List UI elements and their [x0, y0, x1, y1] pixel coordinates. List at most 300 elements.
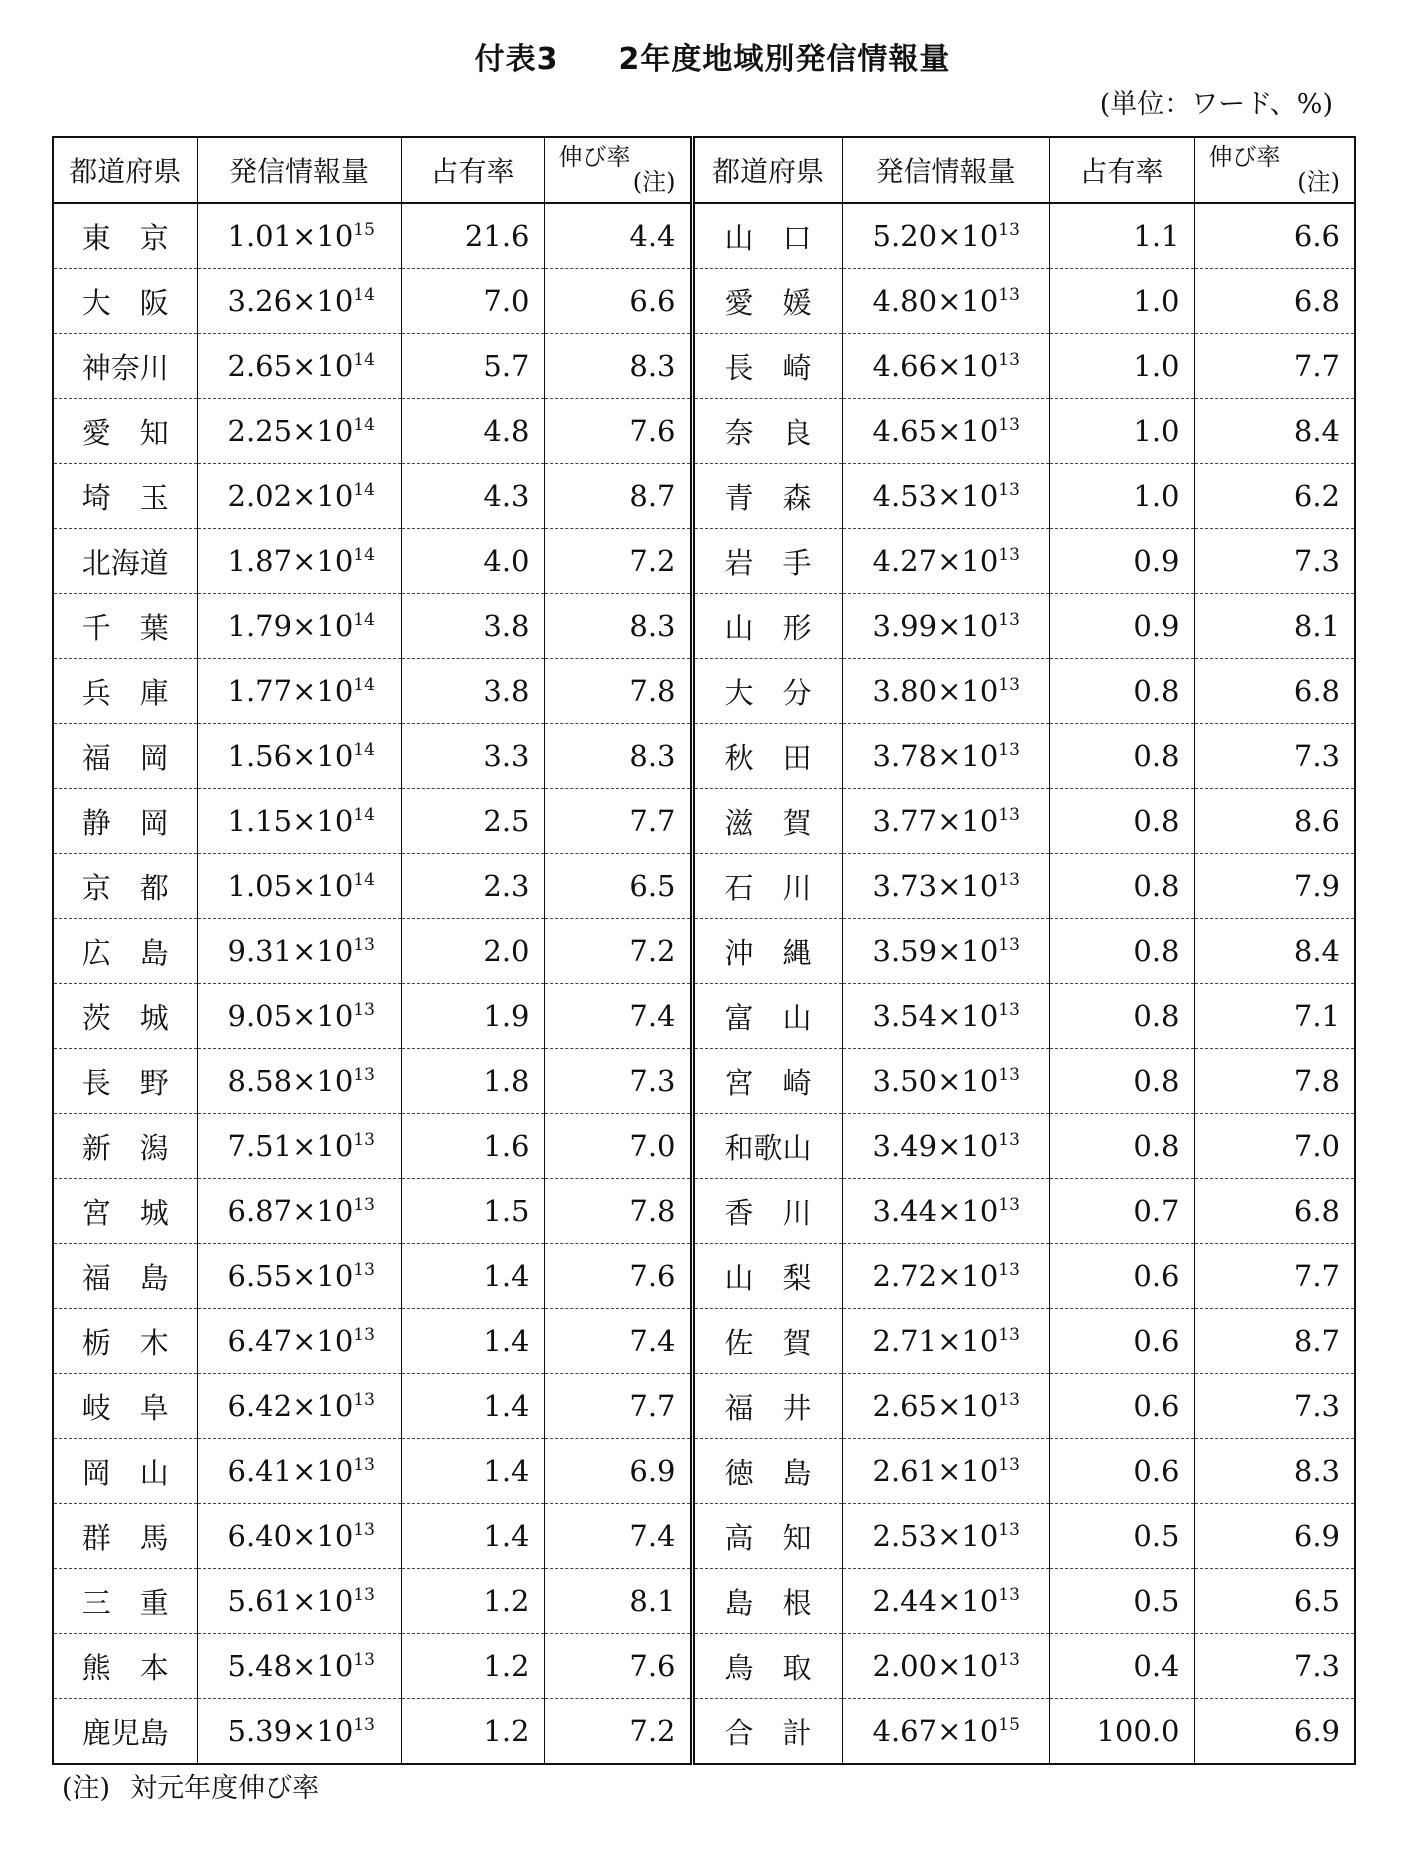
volume-cell: [197, 1634, 401, 1699]
table-row: [53, 659, 1355, 724]
volume-base: ×10: [292, 1649, 354, 1683]
volume-exponent: 14: [353, 805, 375, 825]
table-row: [53, 334, 1355, 399]
volume-exponent: 13: [353, 1065, 375, 1085]
volume-exponent: 13: [998, 935, 1020, 955]
volume-mantissa: 1.56: [227, 739, 293, 773]
growth-cell: 7.0: [544, 1114, 692, 1179]
growth-cell: 8.4: [1194, 919, 1355, 984]
table-label: 付表3: [474, 42, 559, 77]
volume-exponent: 14: [353, 350, 375, 370]
share-cell: 0.9: [1049, 594, 1194, 659]
volume-exponent: 13: [998, 1130, 1020, 1150]
volume-base: ×10: [292, 479, 354, 513]
volume-cell: [842, 464, 1049, 529]
volume-mantissa: 3.78: [872, 739, 938, 773]
growth-cell: 7.9: [1194, 854, 1355, 919]
prefecture-cell: 茨 城: [53, 984, 197, 1049]
volume-exponent: 13: [353, 1520, 375, 1540]
growth-cell: 6.6: [1194, 203, 1355, 269]
share-cell: 2.0: [401, 919, 544, 984]
prefecture-cell: 滋 賀: [692, 789, 842, 854]
volume-mantissa: 1.87: [227, 544, 293, 578]
prefecture-cell: 山 形: [692, 594, 842, 659]
volume-exponent: 13: [353, 1130, 375, 1150]
volume-mantissa: 7.51: [227, 1129, 293, 1163]
table-row: [53, 1049, 1355, 1114]
prefecture-cell: 岐 阜: [53, 1374, 197, 1439]
share-cell: 1.0: [1049, 399, 1194, 464]
share-cell: 100.0: [1049, 1699, 1194, 1765]
prefecture-cell: 佐 賀: [692, 1309, 842, 1374]
volume-base: ×10: [937, 1324, 999, 1358]
prefecture-cell: 京 都: [53, 854, 197, 919]
volume-cell: [197, 854, 401, 919]
prefecture-cell: 三 重: [53, 1569, 197, 1634]
prefecture-cell: 宮 城: [53, 1179, 197, 1244]
volume-cell: [197, 203, 401, 269]
volume-cell: [842, 1699, 1049, 1765]
volume-cell: [842, 789, 1049, 854]
prefecture-cell: 千 葉: [53, 594, 197, 659]
growth-cell: 7.4: [544, 1504, 692, 1569]
volume-exponent: 13: [998, 220, 1020, 240]
volume-cell: [842, 854, 1049, 919]
footnote-text: 対元年度伸び率: [130, 1773, 320, 1804]
share-cell: 0.8: [1049, 724, 1194, 789]
volume-cell: [842, 1439, 1049, 1504]
volume-cell: [197, 1179, 401, 1244]
prefecture-cell: 大 阪: [53, 269, 197, 334]
volume-mantissa: 1.15: [227, 804, 293, 838]
volume-exponent: 14: [353, 545, 375, 565]
prefecture-cell: 徳 島: [692, 1439, 842, 1504]
share-cell: 0.9: [1049, 529, 1194, 594]
volume-cell: [842, 1179, 1049, 1244]
volume-cell: [197, 724, 401, 789]
volume-mantissa: 2.25: [227, 414, 293, 448]
volume-mantissa: 1.77: [227, 674, 293, 708]
volume-mantissa: 1.79: [227, 609, 293, 643]
volume-exponent: 13: [998, 1520, 1020, 1540]
header-growth: 伸び率 (注): [544, 137, 692, 203]
growth-cell: 7.3: [1194, 1374, 1355, 1439]
table-row: [53, 1244, 1355, 1309]
growth-cell: 7.6: [544, 1634, 692, 1699]
prefecture-cell: 福 井: [692, 1374, 842, 1439]
volume-exponent: 13: [998, 1260, 1020, 1280]
prefecture-cell: 北海道: [53, 529, 197, 594]
volume-mantissa: 3.54: [872, 999, 938, 1033]
volume-mantissa: 2.53: [872, 1519, 938, 1553]
volume-cell: [842, 1309, 1049, 1374]
share-cell: 3.3: [401, 724, 544, 789]
growth-cell: 6.9: [1194, 1504, 1355, 1569]
growth-cell: 7.7: [544, 789, 692, 854]
volume-cell: [842, 1504, 1049, 1569]
volume-mantissa: 3.80: [872, 674, 938, 708]
prefecture-cell: 東 京: [53, 203, 197, 269]
table-row: [53, 1504, 1355, 1569]
volume-mantissa: 3.77: [872, 804, 938, 838]
volume-base: ×10: [292, 1584, 354, 1618]
growth-cell: 8.3: [544, 334, 692, 399]
share-cell: 1.2: [401, 1699, 544, 1765]
share-cell: 1.4: [401, 1504, 544, 1569]
volume-mantissa: 3.44: [872, 1194, 938, 1228]
share-cell: 2.3: [401, 854, 544, 919]
share-cell: 0.8: [1049, 1049, 1194, 1114]
prefecture-cell: 高 知: [692, 1504, 842, 1569]
volume-base: ×10: [292, 1064, 354, 1098]
volume-cell: [842, 724, 1049, 789]
table-row: [53, 1699, 1355, 1765]
volume-cell: [842, 1634, 1049, 1699]
footnote-mark: (注): [62, 1773, 111, 1804]
volume-cell: [842, 984, 1049, 1049]
volume-mantissa: 5.20: [872, 219, 938, 253]
volume-cell: [842, 1049, 1049, 1114]
share-cell: 3.8: [401, 659, 544, 724]
volume-mantissa: 2.65: [227, 349, 293, 383]
volume-mantissa: 9.31: [227, 934, 293, 968]
share-cell: 0.5: [1049, 1569, 1194, 1634]
table-row: [53, 854, 1355, 919]
prefecture-cell: 岡 山: [53, 1439, 197, 1504]
volume-exponent: 13: [998, 480, 1020, 500]
volume-mantissa: 4.27: [872, 544, 938, 578]
volume-cell: [197, 399, 401, 464]
prefecture-cell: 秋 田: [692, 724, 842, 789]
growth-cell: 7.7: [544, 1374, 692, 1439]
volume-base: ×10: [292, 1324, 354, 1358]
volume-exponent: 13: [353, 1455, 375, 1475]
table-row: [53, 1114, 1355, 1179]
volume-cell: [842, 203, 1049, 269]
volume-mantissa: 2.65: [872, 1389, 938, 1423]
growth-cell: 7.8: [1194, 1049, 1355, 1114]
volume-cell: [842, 269, 1049, 334]
share-cell: 1.8: [401, 1049, 544, 1114]
volume-base: ×10: [937, 219, 999, 253]
volume-mantissa: 2.00: [872, 1649, 938, 1683]
prefecture-cell: 長 野: [53, 1049, 197, 1114]
volume-base: ×10: [937, 934, 999, 968]
growth-cell: 6.9: [544, 1439, 692, 1504]
volume-mantissa: 4.65: [872, 414, 938, 448]
table-row: [53, 399, 1355, 464]
volume-exponent: 13: [353, 1000, 375, 1020]
volume-base: ×10: [937, 349, 999, 383]
volume-base: ×10: [937, 479, 999, 513]
growth-cell: 8.3: [544, 724, 692, 789]
volume-exponent: 13: [998, 1650, 1020, 1670]
volume-exponent: 13: [998, 415, 1020, 435]
volume-mantissa: 4.67: [872, 1714, 938, 1748]
volume-base: ×10: [292, 544, 354, 578]
volume-exponent: 13: [998, 1195, 1020, 1215]
header-growth: 伸び率 (注): [1194, 137, 1355, 203]
volume-exponent: 13: [998, 1065, 1020, 1085]
volume-exponent: 13: [353, 1390, 375, 1410]
volume-cell: [197, 594, 401, 659]
growth-cell: 6.8: [1194, 269, 1355, 334]
volume-exponent: 13: [353, 1650, 375, 1670]
prefecture-cell: 青 森: [692, 464, 842, 529]
growth-cell: 7.1: [1194, 984, 1355, 1049]
volume-exponent: 13: [998, 1390, 1020, 1410]
volume-base: ×10: [292, 414, 354, 448]
volume-base: ×10: [937, 1064, 999, 1098]
volume-base: ×10: [937, 1389, 999, 1423]
volume-exponent: 13: [353, 1325, 375, 1345]
volume-exponent: 13: [998, 1000, 1020, 1020]
volume-exponent: 13: [353, 935, 375, 955]
table-row: [53, 1634, 1355, 1699]
share-cell: 1.2: [401, 1569, 544, 1634]
header-volume: 発信情報量: [842, 137, 1049, 203]
volume-mantissa: 5.48: [227, 1649, 293, 1683]
volume-exponent: 13: [998, 805, 1020, 825]
volume-cell: [197, 529, 401, 594]
volume-cell: [197, 984, 401, 1049]
unit-note: (単位：ワード、%): [1099, 89, 1333, 120]
volume-cell: [197, 269, 401, 334]
volume-mantissa: 3.99: [872, 609, 938, 643]
volume-base: ×10: [292, 999, 354, 1033]
volume-mantissa: 6.40: [227, 1519, 293, 1553]
volume-base: ×10: [292, 1194, 354, 1228]
growth-cell: 8.1: [544, 1569, 692, 1634]
growth-cell: 7.4: [544, 1309, 692, 1374]
volume-exponent: 14: [353, 285, 375, 305]
table-row: [53, 919, 1355, 984]
prefecture-cell: 静 岡: [53, 789, 197, 854]
prefecture-cell: 沖 縄: [692, 919, 842, 984]
volume-mantissa: 5.39: [227, 1714, 293, 1748]
table-title: 2年度地域別発信情報量: [618, 42, 951, 77]
volume-cell: [842, 659, 1049, 724]
volume-base: ×10: [292, 869, 354, 903]
volume-mantissa: 3.50: [872, 1064, 938, 1098]
volume-cell: [197, 464, 401, 529]
volume-base: ×10: [937, 804, 999, 838]
share-cell: 0.8: [1049, 659, 1194, 724]
volume-mantissa: 9.05: [227, 999, 293, 1033]
growth-cell: 8.4: [1194, 399, 1355, 464]
share-cell: 0.6: [1049, 1439, 1194, 1504]
growth-cell: 7.2: [544, 1699, 692, 1765]
table-row: [53, 203, 1355, 269]
table-row: [53, 529, 1355, 594]
volume-base: ×10: [937, 1129, 999, 1163]
share-cell: 0.6: [1049, 1374, 1194, 1439]
volume-cell: [197, 659, 401, 724]
prefecture-cell: 福 岡: [53, 724, 197, 789]
prefecture-cell: 広 島: [53, 919, 197, 984]
header-prefecture: 都道府県: [692, 137, 842, 203]
prefecture-cell: 福 島: [53, 1244, 197, 1309]
growth-cell: 7.4: [544, 984, 692, 1049]
volume-cell: [197, 919, 401, 984]
volume-mantissa: 6.47: [227, 1324, 293, 1358]
volume-mantissa: 1.01: [227, 219, 293, 253]
prefecture-cell: 栃 木: [53, 1309, 197, 1374]
prefecture-cell: 埼 玉: [53, 464, 197, 529]
footnote: [62, 1766, 319, 1805]
share-cell: 1.4: [401, 1374, 544, 1439]
growth-cell: 8.6: [1194, 789, 1355, 854]
share-cell: 1.1: [1049, 203, 1194, 269]
share-cell: 7.0: [401, 269, 544, 334]
prefecture-cell: 鹿児島: [53, 1699, 197, 1765]
volume-mantissa: 6.41: [227, 1454, 293, 1488]
volume-exponent: 14: [353, 870, 375, 890]
volume-base: ×10: [937, 414, 999, 448]
share-cell: 0.5: [1049, 1504, 1194, 1569]
header-volume: 発信情報量: [197, 137, 401, 203]
volume-exponent: 13: [998, 740, 1020, 760]
volume-exponent: 13: [998, 285, 1020, 305]
volume-cell: [197, 334, 401, 399]
volume-base: ×10: [292, 1129, 354, 1163]
volume-exponent: 13: [998, 1585, 1020, 1605]
volume-base: ×10: [937, 674, 999, 708]
share-cell: 4.8: [401, 399, 544, 464]
volume-base: ×10: [292, 1714, 354, 1748]
table-row: [53, 1309, 1355, 1374]
volume-cell: [197, 1569, 401, 1634]
growth-cell: 8.3: [544, 594, 692, 659]
prefecture-cell: 兵 庫: [53, 659, 197, 724]
volume-base: ×10: [937, 609, 999, 643]
growth-cell: 7.3: [1194, 724, 1355, 789]
volume-cell: [842, 919, 1049, 984]
volume-base: ×10: [292, 284, 354, 318]
table-row: [53, 789, 1355, 854]
volume-cell: [197, 1049, 401, 1114]
share-cell: 1.4: [401, 1439, 544, 1504]
growth-cell: 7.3: [1194, 1634, 1355, 1699]
volume-mantissa: 4.53: [872, 479, 938, 513]
growth-cell: 7.7: [1194, 1244, 1355, 1309]
volume-exponent: 13: [353, 1715, 375, 1735]
volume-cell: [842, 1569, 1049, 1634]
prefecture-cell: 山 梨: [692, 1244, 842, 1309]
volume-base: ×10: [292, 609, 354, 643]
table-row: [53, 1439, 1355, 1504]
volume-base: ×10: [292, 934, 354, 968]
prefecture-cell: 奈 良: [692, 399, 842, 464]
growth-cell: 6.6: [544, 269, 692, 334]
prefecture-cell: 島 根: [692, 1569, 842, 1634]
volume-cell: [842, 334, 1049, 399]
growth-cell: 7.3: [1194, 529, 1355, 594]
volume-exponent: 14: [353, 675, 375, 695]
volume-base: ×10: [937, 544, 999, 578]
share-cell: 3.8: [401, 594, 544, 659]
volume-exponent: 13: [998, 610, 1020, 630]
prefecture-cell: 大 分: [692, 659, 842, 724]
volume-cell: [842, 399, 1049, 464]
share-cell: 1.4: [401, 1244, 544, 1309]
share-cell: 0.6: [1049, 1309, 1194, 1374]
growth-cell: 7.8: [544, 1179, 692, 1244]
volume-mantissa: 6.55: [227, 1259, 293, 1293]
table-row: [53, 724, 1355, 789]
volume-exponent: 13: [998, 1455, 1020, 1475]
volume-cell: [842, 1244, 1049, 1309]
volume-mantissa: 2.72: [872, 1259, 938, 1293]
volume-exponent: 14: [353, 610, 375, 630]
growth-cell: 6.8: [1194, 1179, 1355, 1244]
growth-cell: 7.0: [1194, 1114, 1355, 1179]
growth-cell: 6.5: [1194, 1569, 1355, 1634]
share-cell: 1.4: [401, 1309, 544, 1374]
regional-info-table: [52, 136, 1356, 1765]
share-cell: 1.5: [401, 1179, 544, 1244]
growth-cell: 7.6: [544, 399, 692, 464]
prefecture-cell: 富 山: [692, 984, 842, 1049]
volume-exponent: 14: [353, 415, 375, 435]
growth-cell: 4.4: [544, 203, 692, 269]
table-row: [53, 464, 1355, 529]
share-cell: 1.9: [401, 984, 544, 1049]
volume-base: ×10: [292, 804, 354, 838]
share-cell: 4.3: [401, 464, 544, 529]
prefecture-cell: 新 潟: [53, 1114, 197, 1179]
volume-exponent: 14: [353, 480, 375, 500]
volume-mantissa: 2.02: [227, 479, 293, 513]
share-cell: 0.8: [1049, 1114, 1194, 1179]
volume-mantissa: 8.58: [227, 1064, 293, 1098]
prefecture-cell: 香 川: [692, 1179, 842, 1244]
volume-base: ×10: [937, 869, 999, 903]
volume-exponent: 13: [998, 350, 1020, 370]
prefecture-cell: 鳥 取: [692, 1634, 842, 1699]
share-cell: 2.5: [401, 789, 544, 854]
growth-cell: 8.7: [544, 464, 692, 529]
prefecture-cell: 石 川: [692, 854, 842, 919]
volume-base: ×10: [937, 1714, 999, 1748]
share-cell: 5.7: [401, 334, 544, 399]
growth-cell: 7.2: [544, 919, 692, 984]
prefecture-cell: 合 計: [692, 1699, 842, 1765]
share-cell: 0.8: [1049, 919, 1194, 984]
volume-base: ×10: [937, 1454, 999, 1488]
growth-cell: 7.6: [544, 1244, 692, 1309]
volume-base: ×10: [292, 739, 354, 773]
volume-base: ×10: [937, 1259, 999, 1293]
table-row: [53, 594, 1355, 659]
share-cell: 1.0: [1049, 464, 1194, 529]
volume-exponent: 13: [353, 1585, 375, 1605]
prefecture-cell: 山 口: [692, 203, 842, 269]
volume-exponent: 13: [353, 1195, 375, 1215]
volume-base: ×10: [292, 219, 354, 253]
volume-mantissa: 1.05: [227, 869, 293, 903]
growth-cell: 7.2: [544, 529, 692, 594]
prefecture-cell: 神奈川: [53, 334, 197, 399]
share-cell: 0.8: [1049, 984, 1194, 1049]
share-cell: 0.8: [1049, 789, 1194, 854]
prefecture-cell: 熊 本: [53, 1634, 197, 1699]
volume-base: ×10: [937, 1519, 999, 1553]
volume-mantissa: 3.73: [872, 869, 938, 903]
share-cell: 0.6: [1049, 1244, 1194, 1309]
growth-cell: 8.1: [1194, 594, 1355, 659]
volume-base: ×10: [292, 1519, 354, 1553]
